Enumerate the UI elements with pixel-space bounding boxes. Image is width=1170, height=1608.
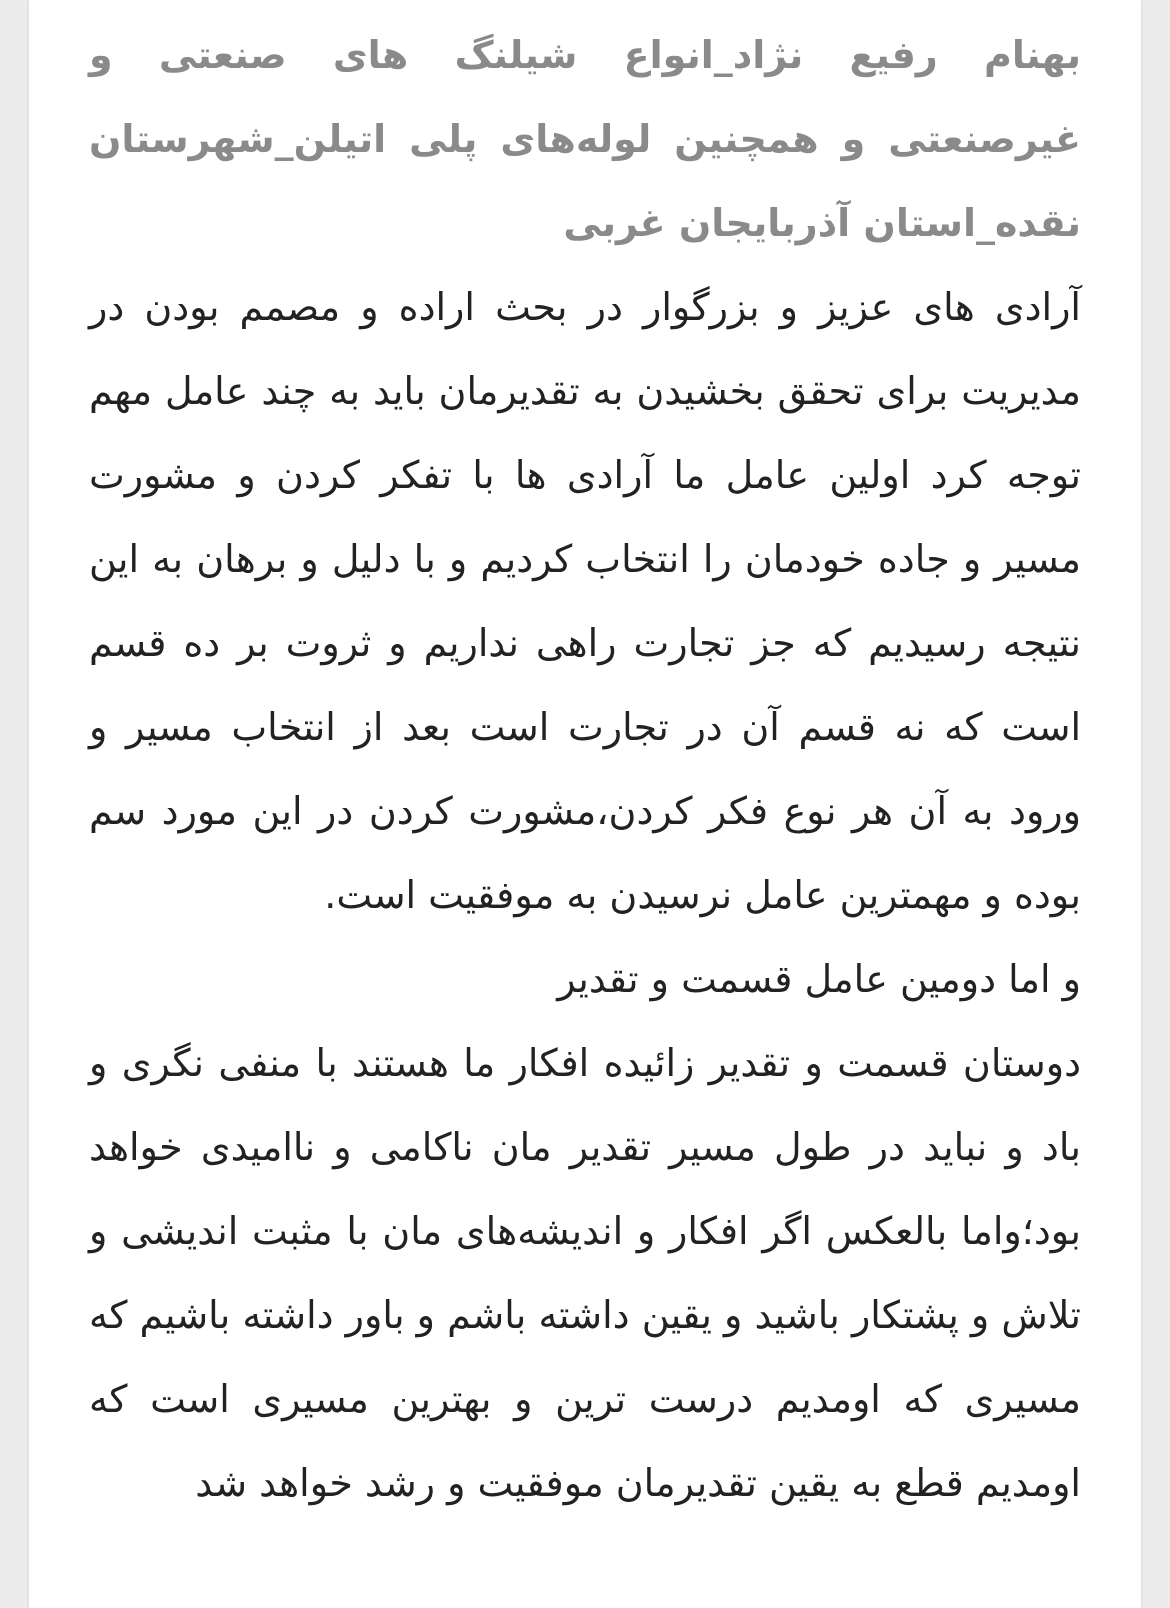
paragraph-second-factor-heading: و اما دومین عامل قسمت و تقدیر [557, 957, 1081, 1001]
article-title: بهنام رفیع نژاد_انواع شیلنگ های صنعتی و غیرصنعتی و همچنین لوله‌های پلی اتیلن_شهرستان نقده_استان آذربایجان غربی [89, 33, 1081, 245]
article-body [89, 13, 1081, 1525]
paragraph-first-factor: آرادی های عزیز و بزرگوار در بحث اراده و مصمم بودن در مدیریت برای تحقق بخشیدن به تقدیرمان باید به چند عامل مهم توجه کرد اولین عامل ما آرادی ها با تفکر کردن و مشورت مسیر و جاده خودمان را انتخاب کردیم و با دلیل و برهان به این نتیجه رسیدیم که جز تجارت راهی نداریم و ثروت بر ده قسم است که نه قسم آن در تجارت است بعد از انتخاب مسیر و ورود به آن هر نوع فکر کردن،مشورت کردن در این مورد سم بوده و مهمترین عامل نرسیدن به موفقیت است. [89, 285, 1081, 917]
document-page [29, 0, 1141, 1608]
paragraph-destiny: دوستان قسمت و تقدیر زائیده افکار ما هستند با منفی نگری و باد و نباید در طول مسیر تقدیر مان ناکامی و ناامیدی خواهد بود؛واما بالعکس اگر افکار و اندیشه‌های مان با مثبت اندیشی و تلاش و پشتکار باشید و یقین داشته باشم و باور داشته باشیم که مسیری که اومدیم درست ترین و بهترین مسیری است که اومدیم قطع به یقین تقدیرمان موفقیت و رشد خواهد شد [89, 1041, 1081, 1505]
